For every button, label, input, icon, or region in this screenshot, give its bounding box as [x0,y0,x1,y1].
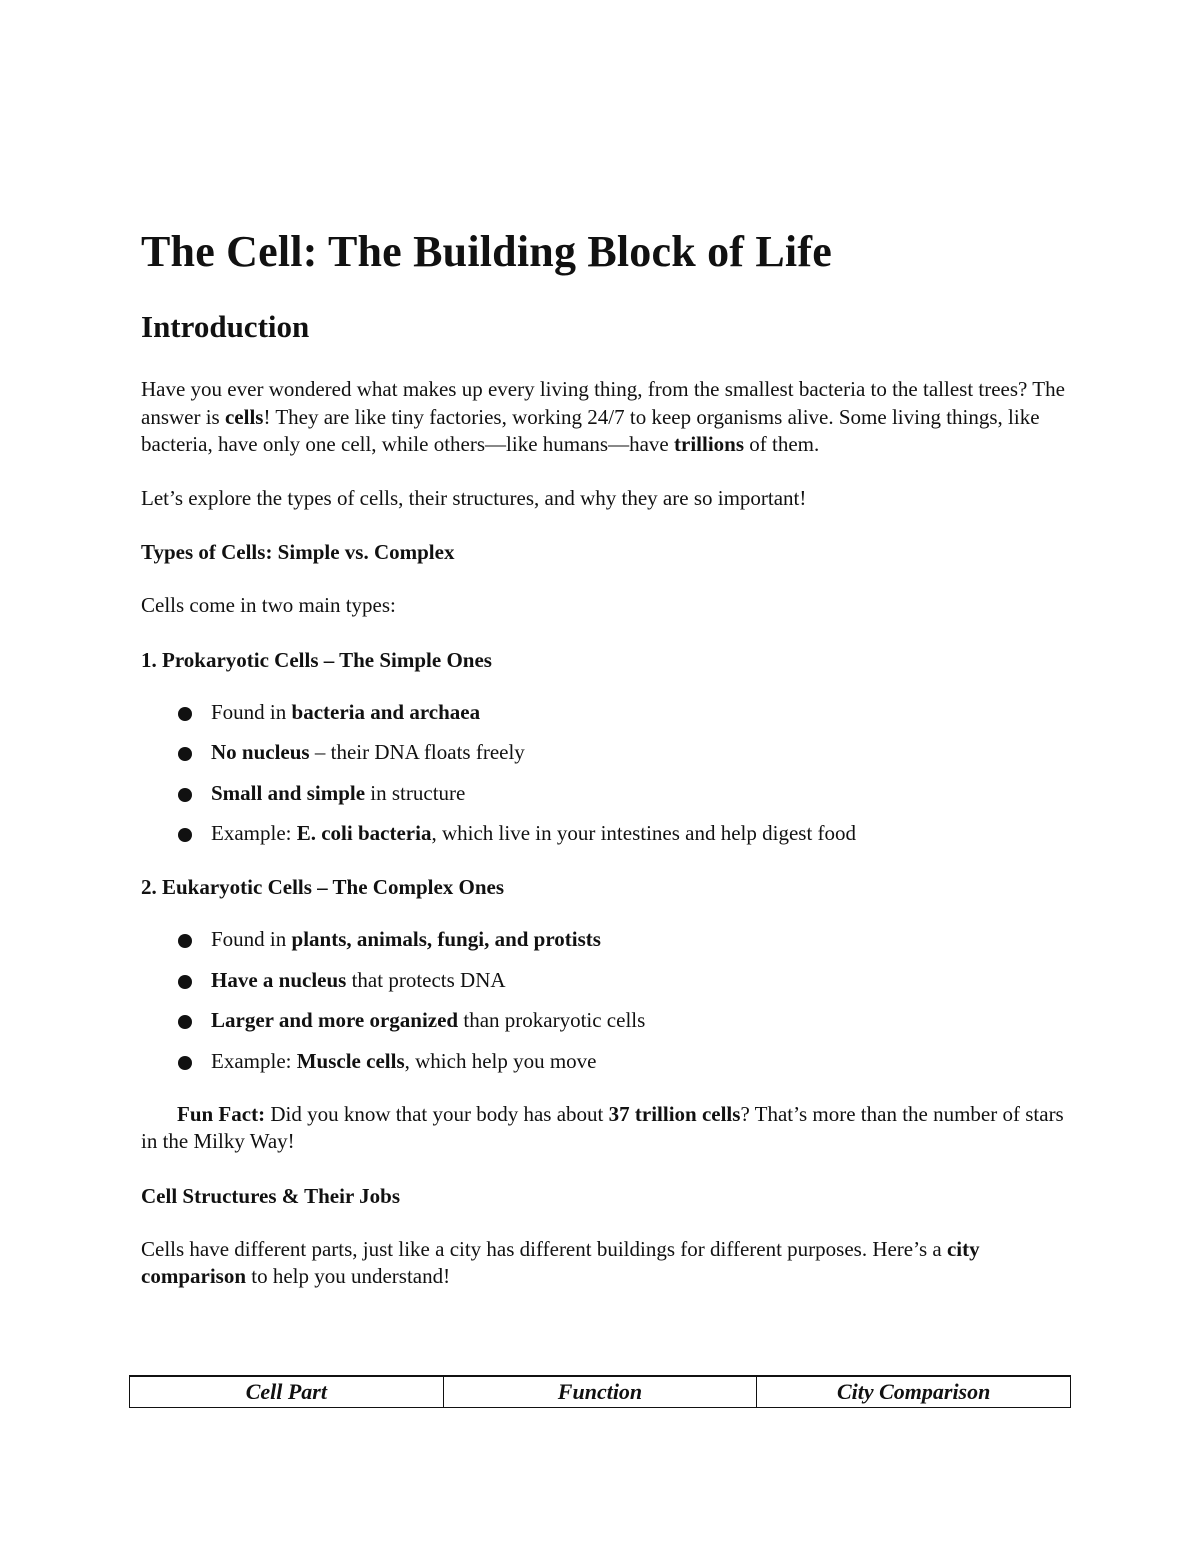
list-item: Found in plants, animals, fungi, and protists [141,925,1071,953]
bullet-icon [178,1015,192,1029]
bullet-icon [178,747,192,761]
prokaryotic-list [141,698,1071,848]
fun-fact-paragraph: Fun Fact: Did you know that your body has about 37 trillion cells? That’s more than the number of stars in the Milky Way! [141,1101,1064,1153]
city-comparison-paragraph: Cells have different parts, just like a city has different buildings for different purposes. Here’s a city comparison to help you understand! [141,1236,980,1288]
cell-structures-table [129,1375,1071,1408]
table-header-cell-part: Cell Part [130,1376,444,1408]
fun-fact-label: Fun Fact: [177,1101,266,1126]
prokaryotic-heading: 1. Prokaryotic Cells – The Simple Ones [141,647,492,672]
intro-bold-trillions: trillions [674,432,745,456]
list-item: Larger and more organized than prokaryotic cells [141,1006,1071,1034]
bullet-icon [178,788,192,802]
bullet-icon [178,975,192,989]
bullet-icon [178,1056,192,1070]
bullet-icon [178,828,192,842]
types-intro-paragraph: Cells come in two main types: [141,593,396,617]
list-item: Example: Muscle cells, which help you move [141,1047,1071,1075]
explore-paragraph: Let’s explore the types of cells, their structures, and why they are so important! [141,485,807,510]
list-item: Have a nucleus that protects DNA [141,966,1071,994]
intro-text-2: ! They are like tiny factories, working 24/7 to keep organisms alive. Some living things, like bacteria, have only one cell, while others—like humans—have [141,404,1040,456]
list-item: Found in bacteria and archaea [141,698,1071,726]
city-comparison-bold: city comparison [141,1236,980,1288]
fun-fact-bold-count: 37 trillion cells [608,1101,741,1126]
types-heading: Types of Cells: Simple vs. Complex [141,540,455,564]
list-item: No nucleus – their DNA floats freely [141,738,1071,766]
eukaryotic-heading: 2. Eukaryotic Cells – The Complex Ones [141,875,505,899]
intro-text-1: Have you ever wondered what makes up every living thing, from the smallest bacteria to the tallest trees? The answer is [141,377,1065,429]
table-header-row [130,1376,1071,1408]
table-header-function: Function [443,1376,757,1408]
introduction-paragraph [141,376,1071,459]
list-item: Small and simple in structure [141,779,1071,807]
intro-bold-cells: cells [224,404,264,429]
bullet-icon [178,934,192,948]
document-content [141,226,1071,1291]
introduction-heading: Introduction [141,309,310,344]
list-item: Example: E. coli bacteria, which live in your intestines and help digest food [141,819,1071,847]
document-title: The Cell: The Building Block of Life [141,227,832,276]
structures-heading: Cell Structures & Their Jobs [141,1183,401,1208]
bullet-icon [178,707,192,721]
intro-text-3: of them. [744,432,820,456]
eukaryotic-list [141,925,1071,1075]
table-header-city-comparison: City Comparison [757,1376,1071,1408]
